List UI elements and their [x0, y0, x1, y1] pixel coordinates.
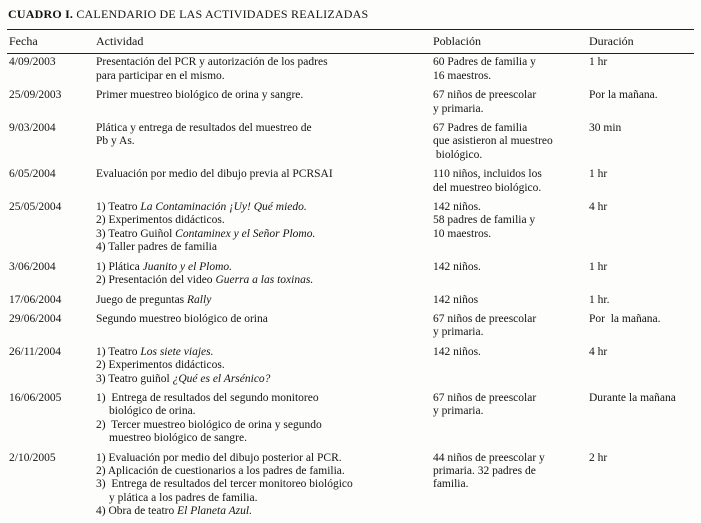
- activities-table: [7, 29, 694, 523]
- cell-fecha: 3/06/2004: [9, 260, 56, 273]
- population-line: 142 niños: [433, 293, 479, 306]
- activity-line: Pb y As.: [96, 135, 135, 148]
- table-row: [7, 120, 694, 166]
- column-header-poblacion: Población: [433, 30, 589, 54]
- table-header-row: [7, 30, 694, 54]
- population-line: 44 niños de preescolar y: [433, 451, 545, 464]
- cell-actividad: [96, 311, 433, 344]
- population-line: y primaria.: [433, 405, 484, 418]
- table-row: [7, 199, 694, 259]
- figure-title: [7, 5, 694, 29]
- activity-line: Presentación del PCR y autorización de los padres: [96, 56, 328, 69]
- cell-actividad: [96, 292, 433, 311]
- cell-duracion: 1 hr: [589, 168, 608, 181]
- cell-fecha: 16/06/2005: [9, 391, 62, 404]
- activity-line: 1) Teatro Los siete viajes.: [96, 345, 214, 358]
- figure-caption: CALENDARIO DE LAS ACTIVIDADES REALIZADAS: [73, 7, 369, 21]
- population-line: 142 niños.: [433, 345, 481, 358]
- population-line: 142 niños.: [433, 260, 481, 273]
- population-line: 10 maestros.: [433, 227, 492, 240]
- cell-actividad: [96, 390, 433, 450]
- cell-fecha: 9/03/2004: [9, 122, 56, 135]
- cell-poblacion: [433, 120, 589, 166]
- population-line: 58 padres de familia y: [433, 214, 536, 227]
- population-line: y primaria.: [433, 326, 484, 339]
- table-row: [7, 54, 694, 87]
- activity-line: Segundo muestreo biológico de orina: [96, 312, 268, 325]
- cell-poblacion: [433, 450, 589, 523]
- activity-line: 2) Presentación del video Guerra a las toxinas.: [96, 274, 314, 287]
- cell-duracion: 30 min: [589, 122, 622, 135]
- population-line: biológico.: [433, 148, 483, 161]
- population-line: primaria. 32 padres de: [433, 464, 536, 477]
- cell-duracion: Por la mañana.: [589, 312, 661, 325]
- cell-actividad: [96, 450, 433, 523]
- activity-line: Plática y entrega de resultados del muestreo de: [96, 122, 312, 135]
- activity-line: 2) Experimentos didácticos.: [96, 359, 225, 372]
- activity-line: 1) Plática Juanito y el Plomo.: [96, 260, 233, 273]
- activity-line: 3) Teatro Guiñol Contaminex y el Señor Plomo.: [96, 227, 316, 240]
- activity-line: 4) Taller padres de familia: [96, 241, 217, 254]
- cell-actividad: [96, 54, 433, 87]
- table-row: [7, 259, 694, 292]
- cell-actividad: [96, 87, 433, 120]
- activity-line: 1) Evaluación por medio del dibujo posterior al PCR.: [96, 451, 342, 464]
- cell-fecha: 2/10/2005: [9, 451, 56, 464]
- activity-line: 1) Teatro La Contaminación ¡Uy! Qué miedo.: [96, 201, 307, 214]
- cell-poblacion: [433, 344, 589, 390]
- cell-duracion: 4 hr: [589, 201, 608, 214]
- column-header-actividad: Actividad: [96, 30, 433, 54]
- table-row: [7, 87, 694, 120]
- population-line: 67 Padres de familia: [433, 122, 528, 135]
- cell-actividad: [96, 259, 433, 292]
- activity-line: 3) Entrega de resultados del tercer monitoreo biológico: [96, 478, 353, 491]
- activity-line: 2) Tercer muestreo biológico de orina y segundo: [96, 418, 322, 431]
- activity-line: para participar en el mismo.: [96, 69, 225, 82]
- activity-line: y plática a los padres de familia.: [109, 491, 258, 504]
- cell-duracion: Durante la mañana: [589, 391, 676, 404]
- population-line: 110 niños, incluidos los: [433, 168, 542, 181]
- population-line: que asistieron al muestreo: [433, 135, 553, 148]
- cell-poblacion: [433, 259, 589, 292]
- cell-actividad: [96, 166, 433, 199]
- activity-line: 1) Entrega de resultados del segundo monitoreo: [96, 391, 319, 404]
- cell-fecha: 25/05/2004: [9, 201, 62, 214]
- population-line: 67 niños de preescolar: [433, 312, 537, 325]
- table-row: [7, 390, 694, 450]
- cell-poblacion: [433, 390, 589, 450]
- table-row: [7, 450, 694, 523]
- cell-fecha: 26/11/2004: [9, 345, 61, 358]
- population-line: 60 Padres de familia y: [433, 56, 536, 69]
- population-line: del muestreo biológico.: [433, 181, 542, 194]
- cell-actividad: [96, 120, 433, 166]
- activity-line: 2) Experimentos didácticos.: [96, 214, 225, 227]
- activity-line: 2) Aplicación de cuestionarios a los padres de familia.: [96, 464, 345, 477]
- activity-line: biológico de orina.: [109, 405, 196, 418]
- figure-label: CUADRO I.: [8, 7, 74, 21]
- table-row: [7, 292, 694, 311]
- cell-fecha: 25/09/2003: [9, 89, 62, 102]
- activity-line: Primer muestreo biológico de orina y sangre.: [96, 89, 304, 102]
- cell-fecha: 29/06/2004: [9, 312, 62, 325]
- cell-duracion: Por la mañana.: [589, 89, 658, 102]
- table-row: [7, 344, 694, 390]
- cell-poblacion: [433, 199, 589, 259]
- cell-fecha: 4/09/2003: [9, 56, 56, 69]
- cell-duracion: 1 hr.: [589, 293, 610, 306]
- table-row: [7, 166, 694, 199]
- population-line: 16 maestros.: [433, 69, 492, 82]
- activity-line: muestreo biológico de sangre.: [109, 432, 247, 445]
- cell-duracion: 1 hr: [589, 56, 608, 69]
- cell-fecha: 17/06/2004: [9, 293, 62, 306]
- cell-poblacion: [433, 87, 589, 120]
- column-header-duracion: Duración: [589, 30, 694, 54]
- activity-line: 3) Teatro guiñol ¿Qué es el Arsénico?: [96, 372, 271, 385]
- activity-line: Evaluación por medio del dibujo previa al PCRSAI: [96, 168, 333, 181]
- activity-line: 4) Obra de teatro El Planeta Azul.: [96, 505, 252, 518]
- cell-poblacion: [433, 166, 589, 199]
- population-line: 142 niños.: [433, 201, 481, 214]
- population-line: familia.: [433, 478, 469, 491]
- population-line: 67 niños de preescolar: [433, 89, 537, 102]
- table-row: [7, 311, 694, 344]
- cell-poblacion: [433, 292, 589, 311]
- cell-actividad: [96, 344, 433, 390]
- population-line: 67 niños de preescolar: [433, 391, 537, 404]
- cell-duracion: 4 hr: [589, 345, 608, 358]
- table-body: [7, 54, 694, 523]
- population-line: y primaria.: [433, 102, 484, 115]
- cell-fecha: 6/05/2004: [9, 168, 56, 181]
- cell-actividad: [96, 199, 433, 259]
- activity-line: Juego de preguntas Rally: [96, 293, 212, 306]
- cell-duracion: 1 hr: [589, 260, 608, 273]
- column-header-fecha: Fecha: [7, 30, 96, 54]
- cell-duracion: 2 hr: [589, 451, 608, 464]
- cell-poblacion: [433, 311, 589, 344]
- cell-poblacion: [433, 54, 589, 87]
